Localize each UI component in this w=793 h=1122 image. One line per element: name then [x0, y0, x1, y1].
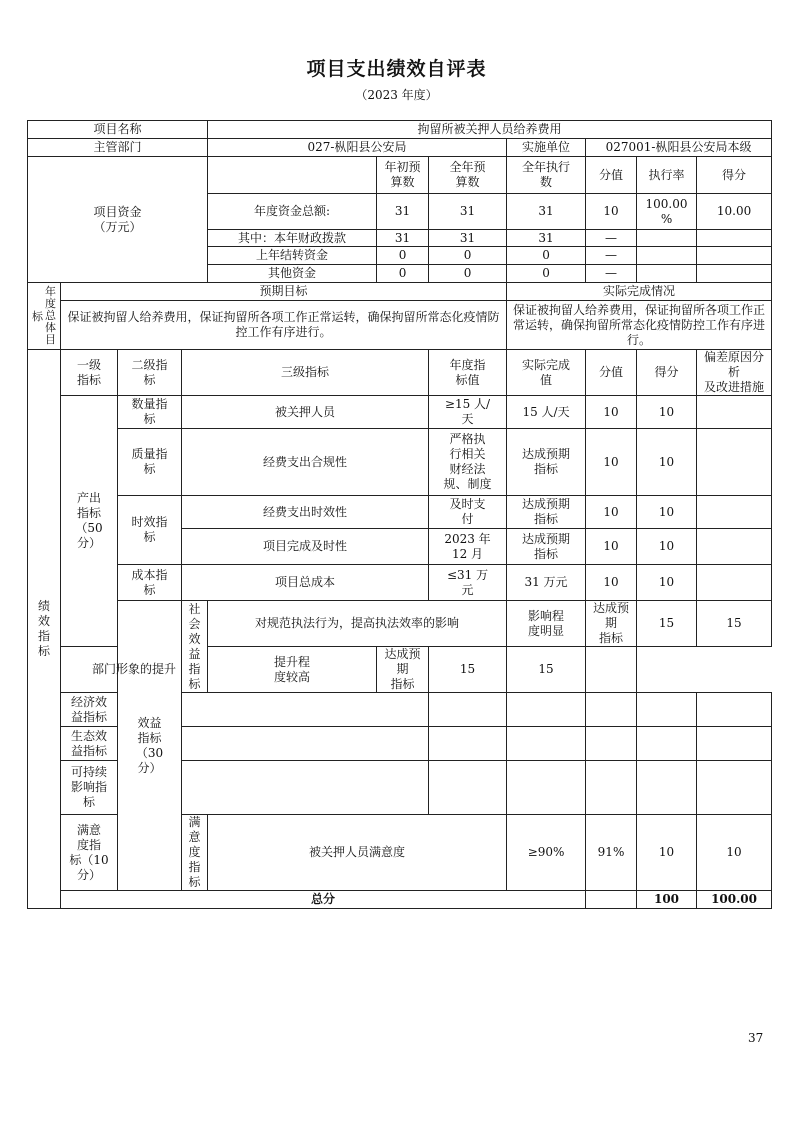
funds-cell: 0 — [429, 247, 507, 265]
indicator-weight: 10 — [637, 815, 697, 891]
page-number: 37 — [748, 1031, 764, 1045]
funds-cell: — — [586, 265, 637, 283]
expected-goal-header: 预期目标 — [61, 283, 507, 301]
funds-cell: 10.00 — [697, 194, 772, 230]
total-weight: 100 — [637, 891, 697, 909]
funds-cell: — — [586, 247, 637, 265]
indicator-target — [429, 693, 507, 727]
indicator-score: 10 — [637, 565, 697, 601]
annual-goal-label-cell — [28, 283, 61, 350]
indicator-name — [182, 693, 429, 727]
indicator-target — [429, 727, 507, 761]
cost-indicator-label: 成本指 标 — [118, 565, 182, 601]
funds-row-label: 其他资金 — [208, 265, 377, 283]
indicator-score — [637, 693, 697, 727]
timeliness-indicator-label: 时效指 标 — [118, 496, 182, 565]
indicator-name: 项目完成及时性 — [182, 529, 429, 565]
funds-cell: 0 — [377, 265, 429, 283]
indicator-score: 10 — [637, 529, 697, 565]
indicator-weight — [586, 693, 637, 727]
ecological-benefit-indicator-label: 生态效 益指标 — [61, 727, 118, 761]
funds-cell — [697, 265, 772, 283]
funds-row-label: 上年结转资金 — [208, 247, 377, 265]
funds-header-score: 得分 — [697, 157, 772, 194]
indicator-target — [429, 761, 507, 815]
satisfaction-sub-indicator-label: 满意度 指标 — [182, 815, 208, 891]
indicator-deviation — [697, 693, 772, 727]
funds-cell: 31 — [507, 194, 586, 230]
funds-cell: 31 — [429, 230, 507, 247]
funds-row-label: 年度资金总额: — [208, 194, 377, 230]
quantity-indicator-label: 数量指 标 — [118, 396, 182, 429]
indicator-deviation — [697, 565, 772, 601]
funds-cell — [697, 247, 772, 265]
actual-completion-header: 实际完成情况 — [507, 283, 772, 301]
indicator-target: 影响程 度明显 — [507, 601, 586, 647]
indicator-actual — [507, 693, 586, 727]
indicator-name: 部门形象的提升 — [61, 647, 208, 693]
funds-cell: 100.00 % — [637, 194, 697, 230]
indicator-actual — [507, 727, 586, 761]
indicator-deviation — [697, 396, 772, 429]
funds-row-label: 其中：本年财政拨款 — [208, 230, 377, 247]
social-benefit-indicator-label: 社会效 益指标 — [182, 601, 208, 693]
funds-header-initial: 年初预 算数 — [377, 157, 429, 194]
indicator-name — [182, 727, 429, 761]
funds-header-executed: 全年执行 数 — [507, 157, 586, 194]
indicator-header-target: 年度指 标值 — [429, 350, 507, 396]
indicator-weight: 10 — [586, 496, 637, 529]
indicator-score: 15 — [697, 601, 772, 647]
indicator-header-deviation: 偏差原因分析 及改进措施 — [697, 350, 772, 396]
indicator-deviation — [586, 647, 637, 693]
indicator-deviation — [697, 496, 772, 529]
sustainable-impact-indicator-label: 可持续 影响指 标 — [61, 761, 118, 815]
indicator-name: 项目总成本 — [182, 565, 429, 601]
funds-cell: 0 — [507, 265, 586, 283]
funds-cell — [637, 230, 697, 247]
funds-cell — [697, 230, 772, 247]
total-blank — [586, 891, 637, 909]
indicator-actual: 达成预期 指标 — [507, 529, 586, 565]
funds-header-weight: 分值 — [586, 157, 637, 194]
indicator-actual: 达成预期 指标 — [586, 601, 637, 647]
funds-header-rate: 执行率 — [637, 157, 697, 194]
indicator-score — [637, 727, 697, 761]
annual-goal-label: 年 度 总 体 目 — [45, 285, 56, 346]
indicator-score: 10 — [697, 815, 772, 891]
quality-indicator-label: 质量指 标 — [118, 429, 182, 496]
indicator-deviation — [697, 429, 772, 496]
indicator-weight: 10 — [586, 565, 637, 601]
dept-label: 主管部门 — [28, 139, 208, 157]
indicator-actual: 达成预期 指标 — [507, 429, 586, 496]
indicator-actual: 91% — [586, 815, 637, 891]
funds-cell: 0 — [377, 247, 429, 265]
indicator-name: 经费支出时效性 — [182, 496, 429, 529]
funds-cell: 31 — [429, 194, 507, 230]
indicator-weight — [586, 727, 637, 761]
economic-benefit-indicator-label: 经济效 益指标 — [61, 693, 118, 727]
unit-label: 实施单位 — [507, 139, 586, 157]
indicator-actual: 达成预期 指标 — [507, 496, 586, 529]
indicator-actual: 15 人/天 — [507, 396, 586, 429]
indicator-deviation — [697, 529, 772, 565]
indicator-name: 经费支出合规性 — [182, 429, 429, 496]
indicator-header-level1: 一级 指标 — [61, 350, 118, 396]
indicator-header-score: 得分 — [637, 350, 697, 396]
indicator-header-weight: 分值 — [586, 350, 637, 396]
funds-cell — [637, 247, 697, 265]
project-name-label: 项目名称 — [28, 121, 208, 139]
report-year: （2023 年度） — [355, 88, 438, 102]
indicator-name — [182, 761, 429, 815]
actual-completion-text: 保证被拘留人给养费用，保证拘留所各项工作正常运转，确保拘留所常态化疫情防控工作有序进行。 — [507, 301, 772, 350]
funds-header-annual: 全年预 算数 — [429, 157, 507, 194]
indicator-name: 被关押人员 — [182, 396, 429, 429]
funds-cell: 31 — [377, 230, 429, 247]
total-label: 总分 — [61, 891, 586, 909]
output-indicator-label: 产出 指标 （50 分） — [61, 396, 118, 647]
funds-cell: 0 — [507, 247, 586, 265]
funds-cell: 31 — [377, 194, 429, 230]
indicator-score: 10 — [637, 396, 697, 429]
performance-indicators-label: 绩 效 指 标 — [28, 350, 61, 909]
funds-label: 项目资金 （万元） — [28, 157, 208, 283]
indicator-target: 2023 年 12 月 — [429, 529, 507, 565]
indicator-target: 及时支 付 — [429, 496, 507, 529]
page-title: 项目支出绩效自评表 — [306, 58, 487, 80]
funds-header-blank — [208, 157, 377, 194]
indicator-name: 对规范执法行为，提高执法效率的影响 — [208, 601, 507, 647]
indicator-deviation — [697, 727, 772, 761]
total-score: 100.00 — [697, 891, 772, 909]
indicator-weight — [586, 761, 637, 815]
indicator-actual: 达成预期 指标 — [377, 647, 429, 693]
indicator-header-actual: 实际完成 值 — [507, 350, 586, 396]
indicator-score: 15 — [507, 647, 586, 693]
funds-cell — [637, 265, 697, 283]
indicator-weight: 10 — [586, 529, 637, 565]
indicator-header-level2: 二级指 标 — [118, 350, 182, 396]
satisfaction-indicator-label: 满意 度指 标（10 分） — [61, 815, 118, 891]
indicator-target: 严格执 行相关 财经法 规、制度 — [429, 429, 507, 496]
funds-cell: 10 — [586, 194, 637, 230]
indicator-actual — [507, 761, 586, 815]
indicator-score — [637, 761, 697, 815]
expected-goal-text: 保证被拘留人给养费用，保证拘留所各项工作正常运转，确保拘留所常态化疫情防控工作有序进行。 — [61, 301, 507, 350]
benefit-indicator-label: 效益 指标 （30 分） — [118, 601, 182, 891]
indicator-deviation — [697, 761, 772, 815]
indicator-score: 10 — [637, 496, 697, 529]
indicator-actual: 31 万元 — [507, 565, 586, 601]
indicator-name: 被关押人员满意度 — [208, 815, 507, 891]
funds-cell: — — [586, 230, 637, 247]
indicator-target: 提升程 度较高 — [208, 647, 377, 693]
indicator-weight: 10 — [586, 396, 637, 429]
indicator-score: 10 — [637, 429, 697, 496]
indicator-weight: 15 — [429, 647, 507, 693]
funds-cell: 31 — [507, 230, 586, 247]
funds-cell: 0 — [429, 265, 507, 283]
indicator-header-level3: 三级指标 — [182, 350, 429, 396]
self-evaluation-table — [27, 120, 772, 909]
indicator-weight: 10 — [586, 429, 637, 496]
indicator-target: ≤31 万 元 — [429, 565, 507, 601]
indicator-target: ≥15 人/ 天 — [429, 396, 507, 429]
project-name-value: 拘留所被关押人员给养费用 — [208, 121, 772, 139]
annual-goal-label-side: 标 — [32, 309, 43, 323]
indicator-target: ≥90% — [507, 815, 586, 891]
dept-value: 027-枞阳县公安局 — [208, 139, 507, 157]
unit-value: 027001-枞阳县公安局本级 — [586, 139, 772, 157]
indicator-weight: 15 — [637, 601, 697, 647]
